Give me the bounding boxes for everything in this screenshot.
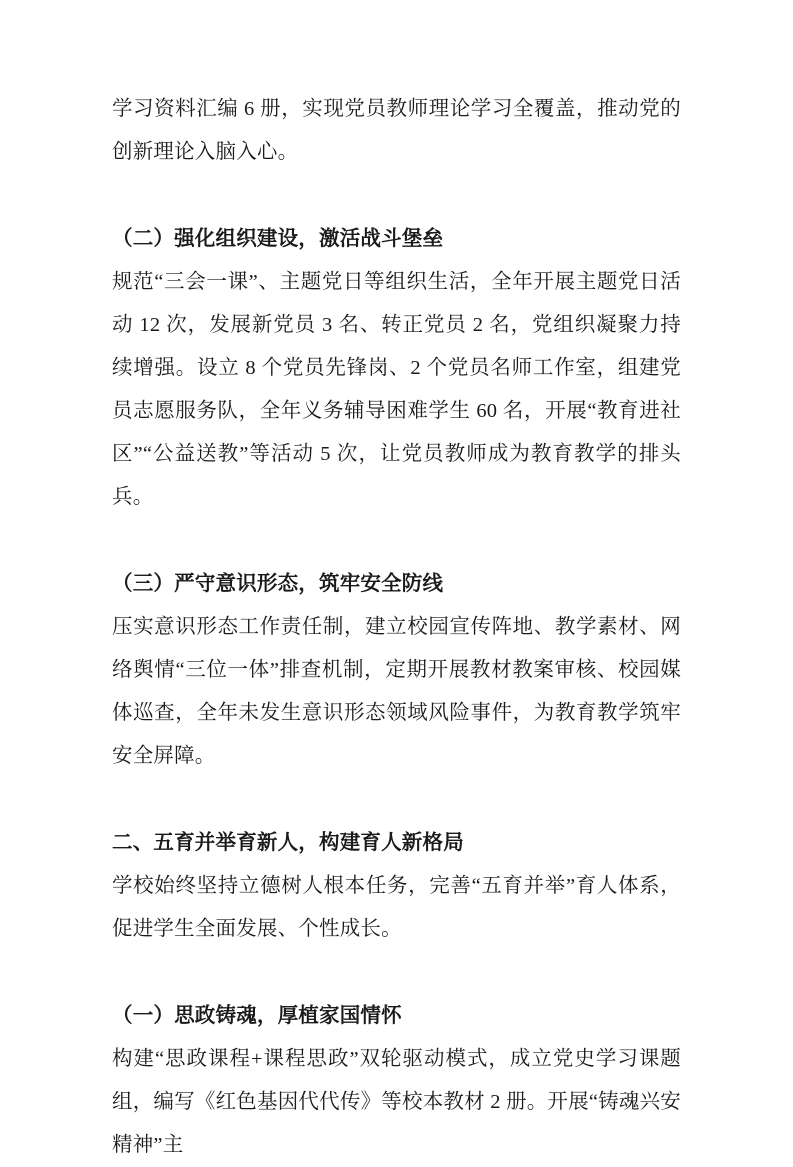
block-spacer (112, 951, 681, 995)
paragraph-ideological-education: 构建“思政课程+课程思政”双轮驱动模式，成立党史学习课题组，编写《红色基因代代传》等校本教材 2 册。开展“铸魂兴安精神”主 (112, 1048, 681, 1156)
block-spacer (112, 778, 681, 822)
subheading-ideology-security: （三）严守意识形态，筑牢安全防线 (112, 573, 444, 595)
heading-five-education: 二、五育并举育新人，构建育人新格局 (112, 832, 464, 854)
paragraph-five-education-intro: 学校始终坚持立德树人根本任务，完善“五育并举”育人体系，促进学生全面发展、个性成长。 (112, 875, 681, 940)
block-spacer (112, 519, 681, 563)
subheading-ideological-education: （一）思政铸魂，厚植家国情怀 (112, 1005, 402, 1027)
subheading-organization-building: （二）强化组织建设，激活战斗堡垒 (112, 228, 444, 250)
block-spacer (112, 174, 681, 218)
document-body (112, 88, 681, 1167)
paragraph-continued-study-materials: 学习资料汇编 6 册，实现党员教师理论学习全覆盖，推动党的创新理论入脑入心。 (112, 98, 681, 163)
paragraph-ideology-security: 压实意识形态工作责任制，建立校园宣传阵地、教学素材、网络舆情“三位一体”排查机制，定期开展教材教案审核、校园媒体巡查，全年未发生意识形态领域风险事件，为教育教学筑牢安全屏障。 (112, 616, 681, 767)
paragraph-organization-building: 规范“三会一课”、主题党日等组织生活，全年开展主题党日活动 12 次，发展新党员 3 名、转正党员 2 名，党组织凝聚力持续增强。设立 8 个党员先锋岗、2 个党员名师工作室，组建党员志愿服务队，全年义务辅导困难学生 60 名，开展“教育进社区”“公益送教”等活动 5 次，让党员教师成为教育教学的排头兵。 (112, 271, 681, 508)
